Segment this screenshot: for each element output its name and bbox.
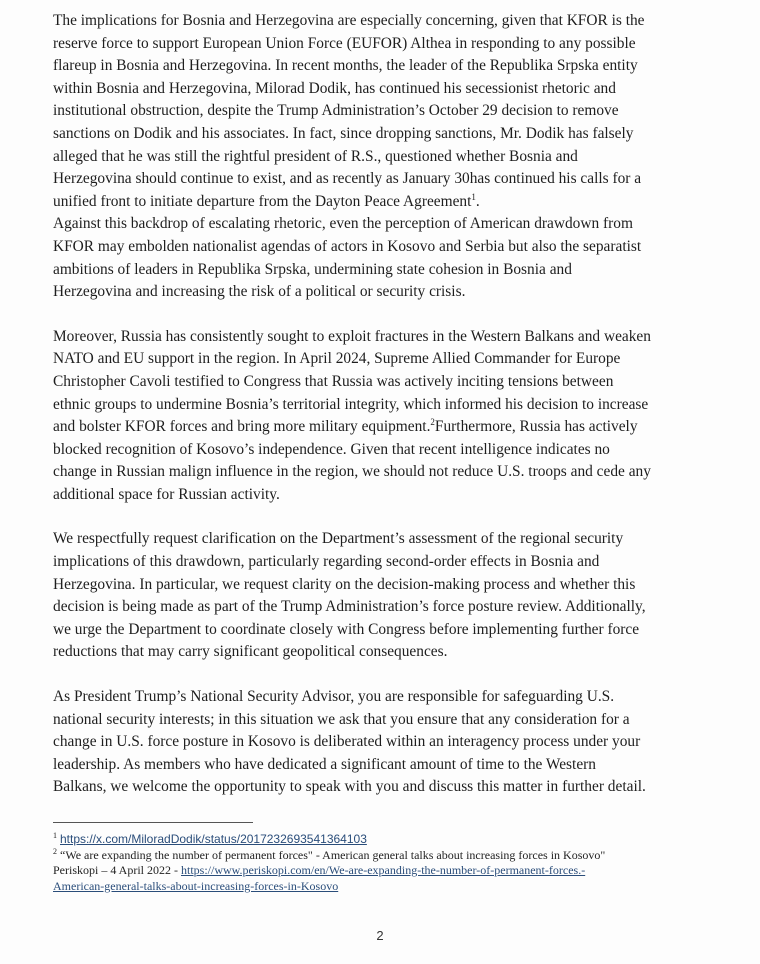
text-line: flareup in Bosnia and Herzegovina. In recent months, the leader of the Republika Srpska entity xyxy=(53,57,638,75)
text-line xyxy=(53,416,713,439)
text-fragment: Furthermore, Russia has actively xyxy=(434,418,638,436)
footnote-2 xyxy=(53,848,733,864)
text-line: decision is being made as part of the Trump Administration’s force posture review. Additionally, xyxy=(53,598,646,616)
text-fragment: and bolster KFOR forces and bring more military equipment. xyxy=(53,418,431,436)
footnote-2-source: Periskopi – 4 April 2022 - xyxy=(53,863,181,877)
footnote-1-link[interactable]: https://x.com/MiloradDodik/status/2017232693541364103 xyxy=(60,832,367,846)
text-line: national security interests; in this situation we ask that you ensure that any consideration for a xyxy=(53,710,630,728)
text-line: reserve force to support European Union Force (EUFOR) Althea in responding to any possible xyxy=(53,34,636,52)
text-line: Balkans, we welcome the opportunity to speak with you and discuss this matter in further detail. xyxy=(53,778,646,796)
footnote-ref-1[interactable]: 1 xyxy=(471,191,476,202)
text-line: leadership. As members who have dedicated a significant amount of time to the Western xyxy=(53,755,596,773)
text-line xyxy=(53,191,713,214)
footnote-separator xyxy=(53,822,253,823)
text-line: KFOR may embolden nationalist agendas of actors in Kosovo and Serbia but also the separatist xyxy=(53,237,642,255)
text-line: implications of this drawdown, particularly regarding second-order effects in Bosnia and xyxy=(53,553,600,571)
page-number: 2 xyxy=(376,928,384,943)
text-line: additional space for Russian activity. xyxy=(53,485,280,503)
footnote-ref-2[interactable]: 2 xyxy=(430,416,435,427)
paragraph-spacer xyxy=(53,664,713,686)
text-line: We respectfully request clarification on the Department’s assessment of the regional security xyxy=(53,530,624,548)
text-line: institutional obstruction, despite the Trump Administration’s October 29 decision to remove xyxy=(53,102,619,120)
text-fragment: . xyxy=(475,192,480,210)
text-line: Herzegovina and increasing the risk of a political or security crisis. xyxy=(53,283,466,301)
text-line: Against this backdrop of escalating rhetoric, even the perception of American drawdown from xyxy=(53,215,633,233)
footnote-2-source-line xyxy=(53,863,733,879)
text-line: Moreover, Russia has consistently sought to exploit fractures in the Western Balkans and weaken xyxy=(53,327,651,345)
text-line: change in U.S. force posture in Kosovo is deliberated within an interagency process under your xyxy=(53,733,641,751)
letter-body xyxy=(53,10,713,799)
text-line: ambitions of leaders in Republika Srpska, undermining state cohesion in Bosnia and xyxy=(53,260,572,278)
text-line: alleged that he was still the rightful president of R.S., questioned whether Bosnia and xyxy=(53,147,578,165)
text-line: sanctions on Dodik and his associates. In fact, since dropping sanctions, Mr. Dodik has falsely xyxy=(53,124,634,142)
footnotes-section xyxy=(53,832,733,894)
text-line: Christopher Cavoli testified to Congress that Russia was actively inciting tensions between xyxy=(53,372,614,390)
footnote-2-link-cont[interactable]: American-general-talks-about-increasing-forces-in-Kosovo xyxy=(53,878,339,893)
text-line: NATO and EU support in the region. In April 2024, Supreme Allied Commander for Europe xyxy=(53,350,621,368)
text-line: As President Trump’s National Security Advisor, you are responsible for safeguarding U.S. xyxy=(53,688,615,706)
paragraph-nsa-closing xyxy=(53,686,713,799)
text-line: blocked recognition of Kosovo’s independence. Given that recent intelligence indicates no xyxy=(53,440,610,458)
footnote-2-link-continuation xyxy=(53,879,733,895)
text-line: change in Russian malign influence in the region, we should not reduce U.S. troops and cede any xyxy=(53,463,651,481)
footnote-number: 2 xyxy=(53,846,57,856)
paragraph-spacer xyxy=(53,304,713,326)
footnote-number: 1 xyxy=(53,831,57,840)
footnote-2-link[interactable]: https://www.periskopi.com/en/We-are-expanding-the-number-of-permanent-forces.- xyxy=(181,863,586,877)
paragraph-russia-influence xyxy=(53,326,713,507)
text-line: Herzegovina should continue to exist, and as recently as January 30has continued his calls for a xyxy=(53,170,642,188)
text-fragment: unified front to initiate departure from the Dayton Peace Agreement xyxy=(53,192,472,210)
text-line: Herzegovina. In particular, we request clarity on the decision-making process and whether this xyxy=(53,575,636,593)
text-line: The implications for Bosnia and Herzegovina are especially concerning, given that KFOR is the xyxy=(53,12,645,29)
text-line: we urge the Department to coordinate closely with Congress before implementing further force xyxy=(53,620,640,638)
text-line: ethnic groups to undermine Bosnia’s territorial integrity, which informed his decision to increase xyxy=(53,395,649,413)
paragraph-clarification-request xyxy=(53,528,713,664)
text-line: reductions that may carry significant geopolitical consequences. xyxy=(53,643,448,661)
footnote-1 xyxy=(53,832,733,848)
paragraph-spacer xyxy=(53,506,713,528)
footnote-2-title: “We are expanding the number of permanent forces" - American general talks about increasing forces in Kosovo" xyxy=(60,847,606,862)
paragraph-bosnia-implications xyxy=(53,10,713,304)
text-line: within Bosnia and Herzegovina, Milorad Dodik, has continued his secessionist rhetoric and xyxy=(53,79,616,97)
